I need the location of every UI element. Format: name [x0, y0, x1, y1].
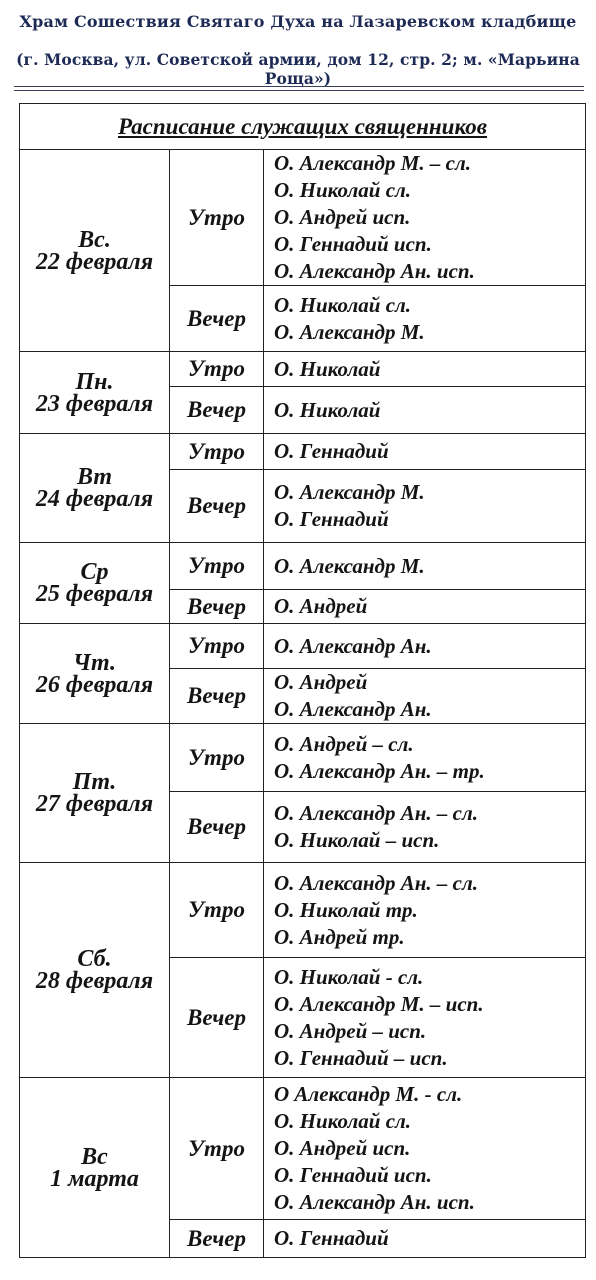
evening-priests	[264, 286, 586, 352]
morning-priests	[264, 724, 586, 792]
day-date: 28 февраля	[35, 968, 154, 994]
evening-priests	[264, 1220, 586, 1258]
priest-name: О. Александр Ан. – сл.	[274, 870, 478, 895]
day-weekday: Чт.	[73, 649, 116, 676]
priest-name: О. Андрей	[274, 670, 368, 694]
morning-label: Утро	[170, 624, 264, 669]
priest-name: О. Андрей исп.	[274, 1136, 411, 1160]
priest-name: О. Геннадий исп.	[274, 232, 432, 256]
day-date: 25 февраля	[35, 581, 154, 607]
day-cell	[20, 434, 170, 543]
header-divider-top	[14, 86, 584, 87]
day-date: 1 марта	[50, 1165, 139, 1192]
day-cell	[20, 624, 170, 724]
day-cell	[20, 150, 170, 352]
priest-name: О. Александр М. – сл.	[274, 151, 471, 175]
day-weekday: Вс.	[78, 226, 111, 253]
evening-priests	[264, 792, 586, 863]
day-weekday: Сб.	[77, 946, 112, 972]
day-weekday: Пн.	[75, 368, 114, 395]
priest-name: О. Александр М.	[274, 553, 425, 578]
header-divider-bottom	[14, 90, 584, 91]
priest-name: О. Николай тр.	[274, 897, 418, 922]
day-date: 23 февраля	[35, 390, 154, 417]
priest-name: О. Геннадий	[274, 1226, 389, 1250]
priest-name: О. Александр Ан. исп.	[274, 259, 475, 283]
schedule-title	[20, 104, 586, 150]
day-date: 26 февраля	[35, 671, 154, 698]
evening-priests	[264, 590, 586, 624]
priest-name: О. Александр М.	[274, 480, 425, 504]
day-cell	[20, 724, 170, 863]
day-weekday: Пт.	[72, 769, 117, 795]
church-address: (г. Москва, ул. Советской армии, дом 12, стр. 2; м. «Марьина Роща»)	[16, 50, 580, 88]
day-cell	[20, 1078, 170, 1258]
priest-name: О. Андрей – исп.	[274, 1018, 427, 1043]
day-row-morning	[20, 624, 586, 669]
day-cell	[20, 352, 170, 434]
day-date: 27 февраля	[35, 791, 154, 817]
day-weekday: Вт	[77, 464, 112, 490]
schedule-title-text: Расписание служащих священников	[117, 113, 488, 139]
morning-priests	[264, 352, 586, 387]
priest-name: О. Николай	[274, 397, 381, 422]
priest-name: О. Геннадий	[274, 507, 389, 531]
day-cell	[20, 543, 170, 624]
evening-label: Вечер	[170, 387, 264, 434]
day-cell	[20, 863, 170, 1078]
morning-label: Утро	[170, 352, 264, 387]
priest-name: О. Александр Ан. – сл.	[274, 801, 478, 825]
morning-priests	[264, 150, 586, 286]
morning-label: Утро	[170, 1078, 264, 1220]
priest-name: О. Николай – исп.	[274, 828, 440, 852]
day-row-morning	[20, 724, 586, 792]
priest-name: О. Александр Ан. исп.	[274, 1190, 475, 1214]
priest-name: О. Александр М. – исп.	[274, 991, 484, 1016]
evening-label: Вечер	[170, 470, 264, 543]
morning-label: Утро	[170, 150, 264, 286]
evening-label: Вечер	[170, 590, 264, 624]
priest-name: О. Николай - сл.	[274, 964, 424, 989]
day-row-morning	[20, 150, 586, 286]
morning-label: Утро	[170, 543, 264, 590]
morning-label: Утро	[170, 434, 264, 470]
evening-label: Вечер	[170, 958, 264, 1078]
church-name: Храм Сошествия Святаго Духа на Лазаревском кладбище	[19, 12, 577, 31]
morning-label: Утро	[170, 863, 264, 958]
day-row-morning	[20, 543, 586, 590]
evening-label: Вечер	[170, 1220, 264, 1258]
day-row-morning	[20, 434, 586, 470]
day-date: 24 февраля	[35, 486, 154, 512]
priest-name: О. Александр Ан.	[274, 633, 432, 658]
priest-name: О Александр М. - сл.	[274, 1082, 463, 1106]
priest-name: О. Николай сл.	[274, 178, 412, 202]
evening-label: Вечер	[170, 286, 264, 352]
day-row-morning	[20, 352, 586, 387]
morning-priests	[264, 543, 586, 590]
priest-name: О. Николай	[274, 356, 381, 381]
priest-name: О. Александр М.	[274, 319, 425, 344]
evening-label: Вечер	[170, 792, 264, 863]
day-date: 22 февраля	[35, 248, 154, 275]
priest-name: О. Андрей – сл.	[274, 731, 414, 756]
evening-priests	[264, 387, 586, 434]
priest-name: О. Андрей	[274, 594, 368, 618]
priest-name: О. Александр Ан. – тр.	[274, 758, 485, 783]
schedule-table	[19, 103, 586, 1258]
evening-priests	[264, 669, 586, 724]
evening-priests	[264, 470, 586, 543]
priest-name: О. Александр Ан.	[274, 697, 432, 721]
priest-name: О. Николай сл.	[274, 292, 412, 317]
morning-priests	[264, 434, 586, 470]
priest-name: О. Геннадий – исп.	[274, 1045, 448, 1070]
morning-priests	[264, 1078, 586, 1220]
day-weekday: Вс	[81, 1143, 108, 1170]
day-row-morning	[20, 1078, 586, 1220]
morning-priests	[264, 624, 586, 669]
morning-priests	[264, 863, 586, 958]
priest-name: О. Николай сл.	[274, 1109, 412, 1133]
evening-priests	[264, 958, 586, 1078]
priest-name: О. Геннадий	[274, 439, 389, 463]
priest-name: О. Андрей исп.	[274, 205, 411, 229]
morning-label: Утро	[170, 724, 264, 792]
day-row-morning	[20, 863, 586, 958]
priest-name: О. Андрей тр.	[274, 924, 405, 949]
priest-name: О. Геннадий исп.	[274, 1163, 432, 1187]
day-weekday: Ср	[80, 559, 109, 585]
evening-label: Вечер	[170, 669, 264, 724]
